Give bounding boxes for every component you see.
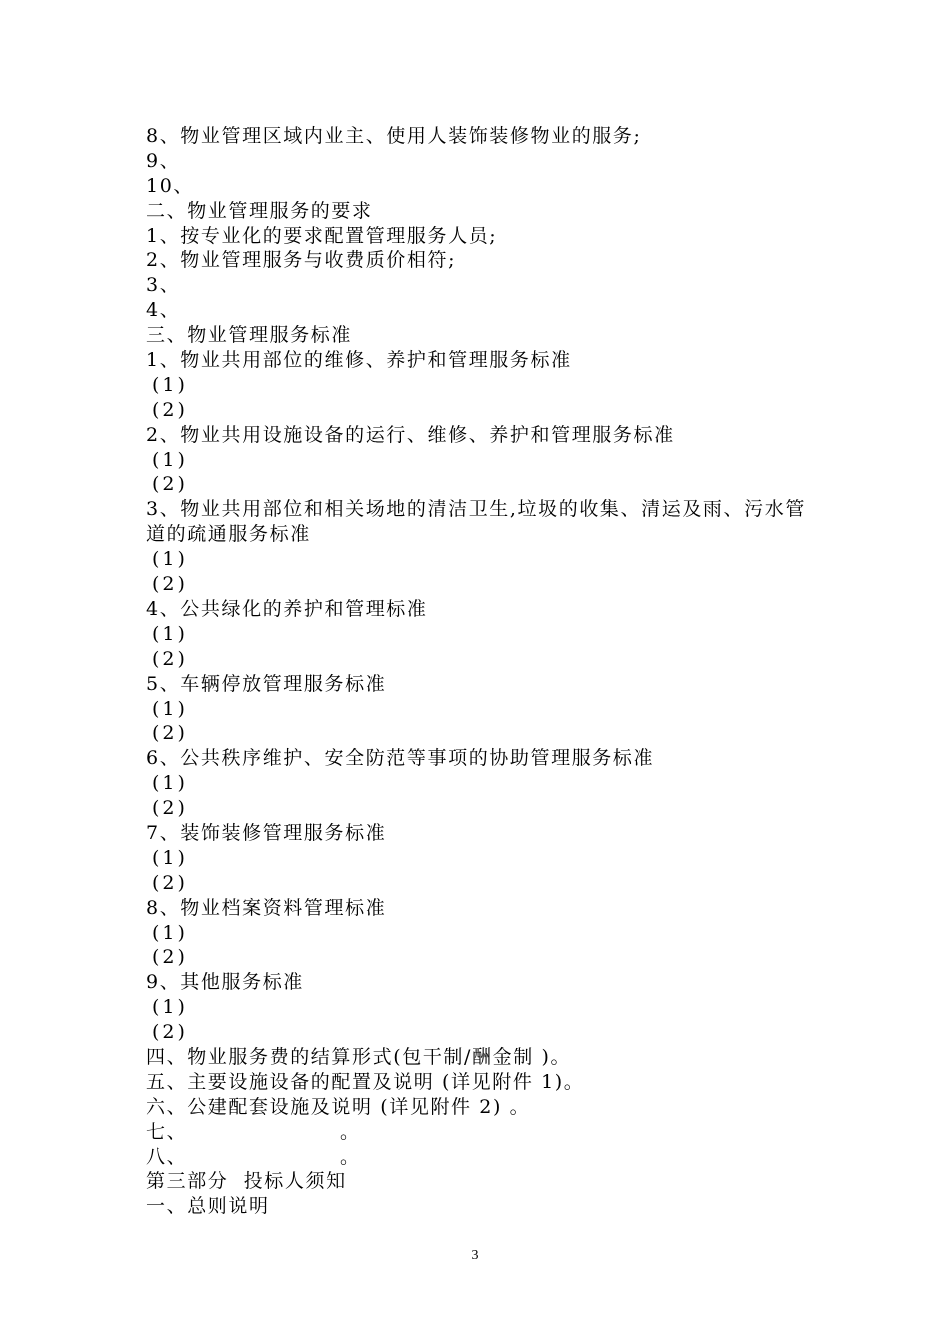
section-heading: 八、 。 (146, 1145, 361, 1168)
list-item: 10、 (146, 174, 194, 197)
list-item: 3、 (146, 274, 181, 297)
section-heading: 七、 。 (146, 1120, 361, 1143)
sub-item: (2) (152, 797, 188, 820)
section-heading: 四、物业服务费的结算形式(包干制/酬金制 )。 (146, 1045, 572, 1068)
part-heading: 第三部分 投标人须知 (146, 1170, 347, 1193)
document-body (146, 124, 826, 1219)
list-item: 2、物业管理服务与收费质价相符; (146, 249, 457, 272)
list-item: 9、其他服务标准 (146, 971, 304, 994)
sub-item: (2) (152, 946, 188, 969)
sub-item: (1) (152, 697, 188, 720)
sub-item: (1) (152, 772, 188, 795)
sub-item: (1) (152, 448, 188, 471)
sub-item: (2) (152, 871, 188, 894)
list-item: 6、公共秩序维护、安全防范等事项的协助管理服务标准 (146, 747, 655, 770)
section-heading: 三、物业管理服务标准 (146, 324, 353, 347)
list-item: 8、物业管理区域内业主、使用人装饰装修物业的服务; (146, 125, 642, 147)
list-item: 4、公共绿化的养护和管理标准 (146, 597, 428, 620)
page-number: 3 (471, 1248, 479, 1263)
list-item: 1、按专业化的要求配置管理服务人员; (146, 224, 498, 247)
sub-item: (1) (152, 373, 188, 396)
list-item: 9、 (146, 149, 181, 172)
list-item: 3、物业共用部位和相关场地的清洁卫生,垃圾的收集、清运及雨、污水管道的疏通服务标准 (146, 498, 806, 546)
section-heading: 一、总则说明 (146, 1195, 270, 1218)
sub-item: (2) (152, 722, 188, 745)
sub-item: (1) (152, 548, 188, 571)
section-heading: 六、公建配套设施及说明 (详见附件 2) 。 (146, 1095, 531, 1118)
sub-item: (2) (152, 398, 188, 421)
section-heading: 二、物业管理服务的要求 (146, 199, 373, 222)
list-item: 4、 (146, 299, 181, 322)
list-item: 2、物业共用设施设备的运行、维修、养护和管理服务标准 (146, 423, 675, 446)
sub-item: (2) (152, 1021, 188, 1044)
sub-item: (2) (152, 473, 188, 496)
sub-item: (2) (152, 573, 188, 596)
list-item: 7、装饰装修管理服务标准 (146, 821, 387, 844)
sub-item: (1) (152, 996, 188, 1019)
sub-item: (2) (152, 647, 188, 670)
section-heading: 五、主要设施设备的配置及说明 (详见附件 1)。 (146, 1070, 585, 1093)
sub-item: (1) (152, 921, 188, 944)
list-item: 1、物业共用部位的维修、养护和管理服务标准 (146, 349, 572, 372)
list-item: 5、车辆停放管理服务标准 (146, 672, 387, 695)
sub-item: (1) (152, 846, 188, 869)
list-item: 8、物业档案资料管理标准 (146, 896, 387, 919)
sub-item: (1) (152, 622, 188, 645)
